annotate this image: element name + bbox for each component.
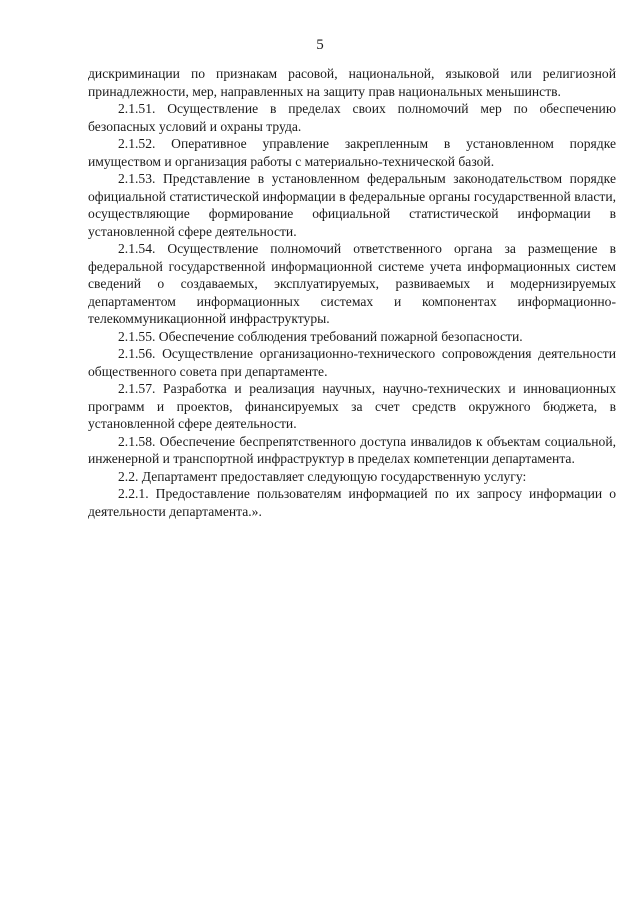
paragraph-2-1-55: 2.1.55. Обеспечение соблюдения требований пожарной безопасности. [118,328,523,344]
paragraph-2-1-52: 2.1.52. Оперативное управление закрепленным в установленном порядке имуществом и организация работы с материально-технической базой. [88,136,616,169]
paragraph-continuation: дискриминации по признакам расовой, национальной, языковой или религиозной принадлежности, мер, направленных на защиту прав национальных меньшинств. [88,66,616,99]
paragraph-2-1-57: 2.1.57. Разработка и реализация научных, научно-технических и инновационных программ и проектов, финансируемых за счет средств окружного бюджета, в установленной сфере деятельности. [88,381,616,431]
paragraph-2-1-58: 2.1.58. Обеспечение беспрепятственного доступа инвалидов к объектам социальной, инженерной и транспортной инфраструктур в пределах компетенции департамента. [88,433,616,466]
paragraph-2-1-54: 2.1.54. Осуществление полномочий ответственного органа за размещение в федеральной государственной информационной системе учета информационных систем сведений о создаваемых, эксплуатируемых, развиваемых и модернизируемых департаментом информационных системах и компонентах информационно-телекоммуникационной инфраструктуры. [88,241,616,326]
paragraph-2-1-56: 2.1.56. Осуществление организационно-технического сопровождения деятельности общественного совета при департаменте. [88,346,616,379]
paragraph-2-1-53: 2.1.53. Представление в установленном федеральным законодательством порядке официальной статистической информации в федеральные органы государственной власти, осуществляющие формирование официальной статистической информации в установленной сфере деятельности. [88,171,616,239]
paragraph-2-1-51: 2.1.51. Осуществление в пределах своих полномочий мер по обеспечению безопасных условий и охраны труда. [88,101,616,134]
document-body [88,65,616,520]
paragraph-2-2: 2.2. Департамент предоставляет следующую государственную услугу: [118,468,527,484]
paragraph-2-2-1: 2.2.1. Предоставление пользователям информацией по их запросу информации о деятельности департамента.». [88,486,616,519]
page-number: 5 [316,37,324,53]
